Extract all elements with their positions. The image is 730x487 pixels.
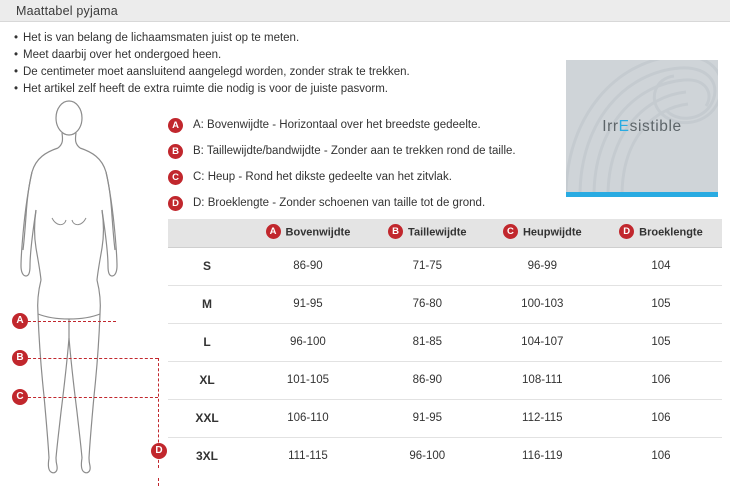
cell-bovenwijdte: 111-115 xyxy=(288,450,328,463)
bullet-icon: • xyxy=(14,49,19,61)
badge-b-icon: B xyxy=(388,224,403,239)
column-heupwijdte-label: Heupwijdte xyxy=(522,226,582,239)
guide-line-b xyxy=(28,358,158,359)
cell-bovenwijdte: 106-110 xyxy=(246,399,370,437)
cell-heupwijdte: 112-115 xyxy=(485,399,600,437)
cell-broeklengte: 106 xyxy=(600,399,722,437)
cell-size: S xyxy=(168,247,246,285)
cell-heupwijdte: 96-99 xyxy=(485,247,600,285)
cell-taillewijdte: 71-75 xyxy=(370,247,485,285)
guide-line-d-vertical-lower xyxy=(158,478,159,487)
legend-label: A: Bovenwijdte - Horizontaal over het breedste gedeelte. xyxy=(193,119,481,131)
column-heupwijdte xyxy=(485,219,600,247)
badge-c-icon: C xyxy=(168,170,183,185)
legend-label: C: Heup - Rond het dikste gedeelte van het zitvlak. xyxy=(193,171,452,183)
marker-b-badge: B xyxy=(12,350,28,366)
badge-a-icon: A xyxy=(168,118,183,133)
page-title: Maattabel pyjama xyxy=(16,4,118,18)
intro-text: Meet daarbij over het ondergoed heen. xyxy=(23,49,222,61)
table-body xyxy=(168,247,722,475)
table-row xyxy=(168,361,722,399)
cell-broeklengte: 105 xyxy=(600,323,722,361)
column-broeklengte xyxy=(600,219,722,247)
cell-size: XXL xyxy=(168,399,246,437)
cell-size: 3XL xyxy=(195,449,218,464)
cell-broeklengte: 105 xyxy=(600,285,722,323)
cell-size: XL xyxy=(168,361,246,399)
column-taillewijdte xyxy=(370,219,485,247)
cell-taillewijdte: 86-90 xyxy=(370,361,485,399)
cell-bovenwijdte: 96-100 xyxy=(246,323,370,361)
female-body-outline-icon xyxy=(8,100,168,480)
intro-text: Het artikel zelf heeft de extra ruimte die nodig is voor de juiste pasvorm. xyxy=(23,83,388,95)
bullet-icon: • xyxy=(14,83,19,95)
badge-a-icon: A xyxy=(266,224,281,239)
intro-text: Het is van belang de lichaamsmaten juist op te meten. xyxy=(23,32,300,44)
brand-text-1: Irr xyxy=(602,118,619,135)
table-header-row xyxy=(168,219,722,247)
guide-line-c xyxy=(28,397,158,398)
cell-broeklengte: 104 xyxy=(600,247,722,285)
column-bovenwijdte-label: Bovenwijdte xyxy=(285,226,351,239)
badge-c-icon: C xyxy=(503,224,518,239)
legend-item-c xyxy=(168,164,558,190)
list-item xyxy=(14,30,554,47)
cell-taillewijdte: 81-85 xyxy=(370,323,485,361)
intro-list xyxy=(14,30,554,98)
list-item xyxy=(14,47,554,64)
cell-bovenwijdte: 91-95 xyxy=(246,285,370,323)
table-row xyxy=(168,399,722,437)
cell-heupwijdte: 108-111 xyxy=(485,361,600,399)
cell-taillewijdte: 91-95 xyxy=(370,399,485,437)
cell-heupwijdte: 100-103 xyxy=(485,285,600,323)
badge-b-icon: B xyxy=(168,144,183,159)
cell-heupwijdte: 116-119 xyxy=(522,450,563,463)
cell-taillewijdte: 76-80 xyxy=(370,285,485,323)
cell-broeklengte: 106 xyxy=(600,361,722,399)
legend-label: B: Taillewijdte/bandwijdte - Zonder aan te trekken rond de taille. xyxy=(193,145,516,157)
table-row xyxy=(168,285,722,323)
legend-item-a xyxy=(168,112,558,138)
column-broeklengte-label: Broeklengte xyxy=(639,226,703,239)
badge-d-icon: D xyxy=(168,196,183,211)
intro-text: De centimeter moet aansluitend aangelegd worden, zonder strak te trekken. xyxy=(23,66,410,78)
bullet-icon: • xyxy=(14,32,19,44)
brand-underline xyxy=(566,192,718,197)
badge-d-icon: D xyxy=(619,224,634,239)
brand-wordmark xyxy=(566,118,718,136)
brand-logo xyxy=(566,60,718,197)
marker-d-badge: D xyxy=(151,443,167,459)
marker-c-badge: C xyxy=(12,389,28,405)
column-size xyxy=(168,219,246,247)
column-taillewijdte-label: Taillewijdte xyxy=(408,226,467,239)
cell-bovenwijdte: 86-90 xyxy=(246,247,370,285)
size-table xyxy=(168,219,722,475)
bullet-icon: • xyxy=(14,66,19,78)
list-item xyxy=(14,64,554,81)
cell-bovenwijdte: 101-105 xyxy=(246,361,370,399)
marker-a-badge: A xyxy=(12,313,28,329)
brand-text-2: sistible xyxy=(629,118,682,135)
cell-broeklengte: 106 xyxy=(651,450,671,463)
table-row xyxy=(168,437,722,475)
table-row xyxy=(168,323,722,361)
body-figure xyxy=(8,100,168,480)
legend-item-b xyxy=(168,138,558,164)
legend-label: D: Broeklengte - Zonder schoenen van taille tot de grond. xyxy=(193,197,486,209)
list-item xyxy=(14,81,554,98)
guide-line-a xyxy=(28,321,116,322)
table-row xyxy=(168,247,722,285)
cell-size: L xyxy=(168,323,246,361)
column-bovenwijdte xyxy=(246,219,370,247)
legend-item-d xyxy=(168,190,558,216)
cell-size: M xyxy=(168,285,246,323)
brand-text-highlight: E xyxy=(618,118,630,135)
cell-heupwijdte: 104-107 xyxy=(485,323,600,361)
measurement-legend xyxy=(168,112,558,216)
cell-taillewijdte: 96-100 xyxy=(409,450,446,463)
table-header xyxy=(168,219,722,247)
